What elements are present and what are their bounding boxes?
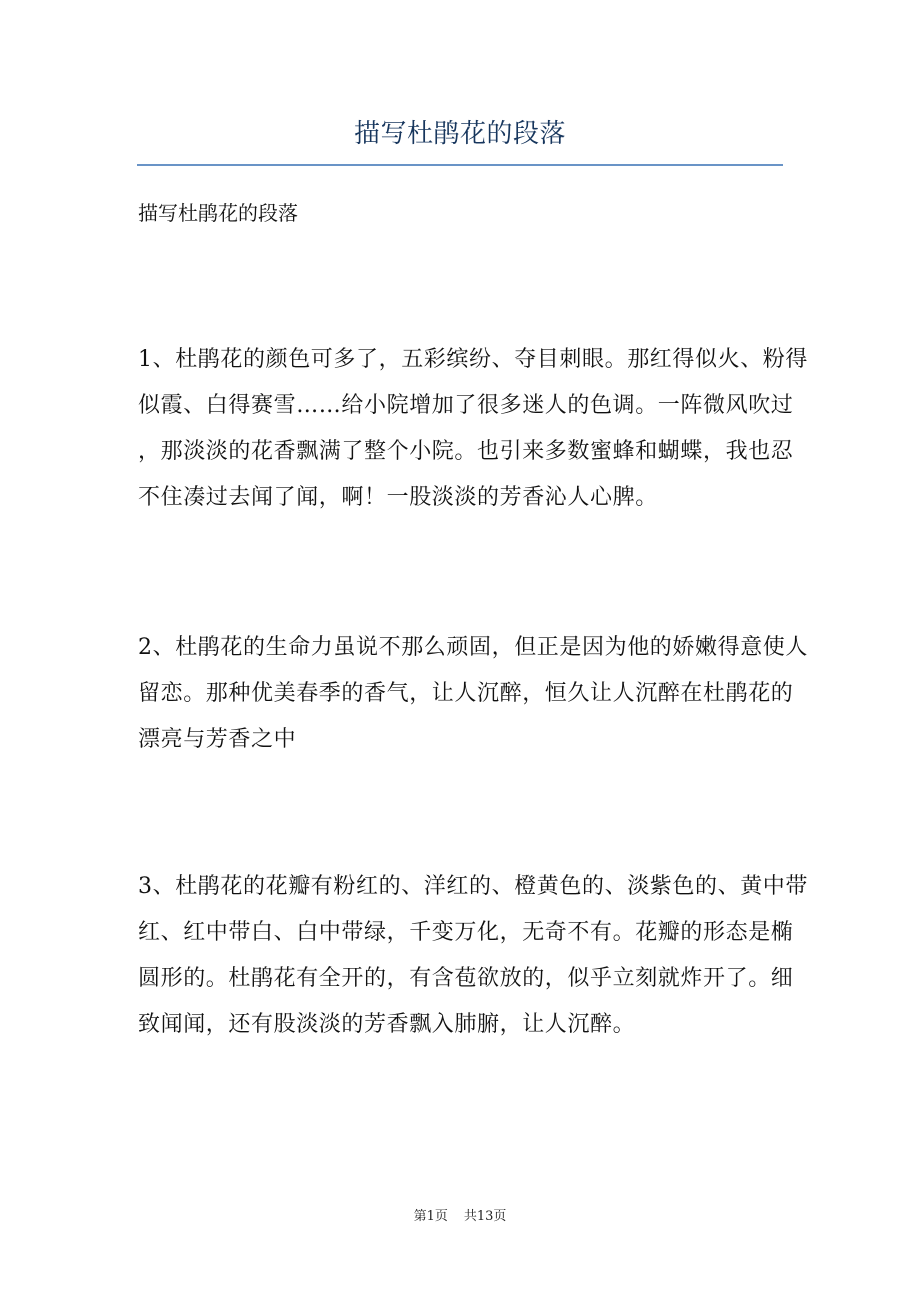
page-footer [0,1207,920,1227]
page-title: 描写杜鹃花的段落 [353,119,566,149]
paragraph-line: 留恋。那种优美春季的香气，让人沉醉，恒久让人沉醉在杜鹃花的 [138,681,794,706]
paragraph-2 [138,625,808,763]
title-divider [137,164,783,166]
paragraph-line: 2、杜鹃花的生命力虽说不那么顽固，但正是因为他的娇嫩得意使人 [138,635,808,660]
paragraph-line: 圆形的。杜鹃花有全开的，有含苞欲放的，似乎立刻就炸开了。细 [138,966,794,991]
paragraph-line: 1、杜鹃花的颜色可多了，五彩缤纷、夺目刺眼。那红得似火、粉得 [138,347,808,372]
paragraph-3 [138,864,808,1048]
paragraph-line: 漂亮与芳香之中 [138,727,297,752]
paragraph-line: 3、杜鹃花的花瓣有粉红的、洋红的、橙黄色的、淡紫色的、黄中带 [138,874,808,899]
current-page-indicator: 第1页 [413,1209,448,1224]
subheading: 描写杜鹃花的段落 [138,201,298,225]
paragraph-line: 红、红中带白、白中带绿，千变万化，无奇不有。花瓣的形态是椭 [138,920,794,945]
total-pages-indicator: 共13页 [463,1209,507,1224]
paragraph-line: ，那淡淡的花香飘满了整个小院。也引来多数蜜蜂和蝴蝶，我也忍 [138,439,794,464]
paragraph-line: 似霞、白得赛雪……给小院增加了很多迷人的色调。一阵微风吹过 [138,393,794,418]
paragraph-line: 致闻闻，还有股淡淡的芳香飘入肺腑，让人沉醉。 [138,1012,636,1037]
paragraph-1 [138,337,808,521]
paragraph-line: 不住凑过去闻了闻，啊！一股淡淡的芳香沁人心脾。 [138,485,658,510]
